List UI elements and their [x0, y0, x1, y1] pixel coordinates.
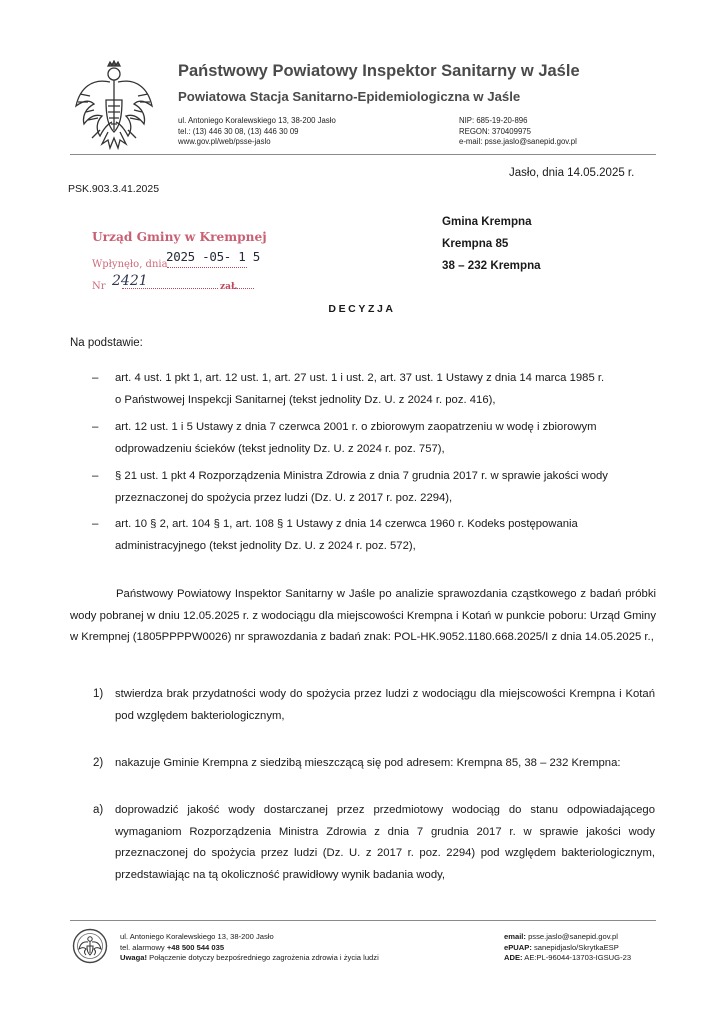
basis-item: art. 4 ust. 1 pkt 1, art. 12 ust. 1, art. 27 ust. 1 i ust. 2, art. 37 ust. 1 Ustawy z dnia 14 marca 1985 r. o Państwowej Inspekcji Sanitarnej (tekst jednolity Dz. U. z 2024 r. poz. 416),	[115, 372, 605, 406]
footer-epuap: ePUAP: sanepidjaslo/SkrytkaESP	[504, 942, 619, 952]
footer-email[interactable]: email: psse.jaslo@sanepid.gov.pl	[504, 932, 618, 941]
emblem-seal-icon	[72, 928, 108, 964]
received-stamp	[92, 230, 267, 294]
alarm-number[interactable]: +48 500 544 035	[166, 942, 225, 952]
contact-left	[178, 116, 336, 148]
contact-nip: NIP: 685-19-20-896	[459, 116, 528, 125]
stamp-attach-label: zał.	[220, 282, 238, 292]
stamp-dotted-line	[234, 288, 254, 289]
stamp-dotted-line	[167, 267, 247, 268]
contact-email[interactable]: e-mail: psse.jaslo@sanepid.gov.pl	[459, 137, 577, 147]
station-name: Powiatowa Stacja Sanitarno-Epidemiologiczna w Jaśle	[178, 89, 521, 104]
stamp-date: 2025 -05- 1 5	[166, 249, 260, 264]
recipient-name: Gmina Krempna	[442, 215, 532, 228]
footer-divider	[70, 920, 656, 921]
footer-warning: Uwaga! Połączenie dotyczy bezpośredniego zagrożenia zdrowia i życia ludzi	[120, 953, 379, 963]
footer-ade: ADE: AE:PL-96044-13703-IGSUG-23	[504, 953, 632, 963]
basis-bullet: –	[92, 470, 99, 482]
footer-right	[504, 932, 631, 964]
item-text: nakazuje Gminie Krempna z siedzibą mieszczącą się pod adresem: Krempna 85, 38 – 232 Krempna:	[115, 757, 621, 769]
item-text: stwierdza brak przydatności wody do spożycia przez ludzi z wodociągu dla miejscowości Krempna i Kotań pod względem bakteriologicznym,	[115, 688, 655, 722]
decision-title: DECYZJA	[328, 303, 396, 315]
basis-item: § 21 ust. 1 pkt 4 Rozporządzenia Ministra Zdrowia z dnia 7 grudnia 2017 r. w sprawie jakości wody przeznaczonej do spożycia przez ludzi (Dz. U. z 2017 r. poz. 2294),	[115, 470, 608, 504]
recipient-street: Krempna 85	[442, 237, 509, 250]
stamp-no-label: Nr	[92, 281, 106, 292]
basis-bullet: –	[92, 372, 99, 384]
item-text: doprowadzić jakość wody dostarczanej przez przedmiotowy wodociąg do stanu odpowiadającego wymaganiom Rozporządzenia Ministra Zdrowia z dnia 7 grudnia 2017 r. w sprawie jakości wody przeznaczonej do spożycia przez ludzi (Dz. U. z 2017 r. poz. 2294) pod względem bakteriologicznym, przedstawiając na tą okoliczność prawidłowy wynik badania wody,	[115, 804, 655, 881]
stamp-office: Urząd Gminy w Krempnej	[92, 230, 267, 244]
item-label: 1)	[93, 688, 104, 700]
header-divider	[70, 154, 656, 155]
place-date: Jasło, dnia 14.05.2025 r.	[509, 167, 635, 179]
analysis-paragraph: Państwowy Powiatowy Inspektor Sanitarny w Jaśle po analizie sprawozdania cząstkowego z badań próbki wody pobranej w dniu 12.05.2025 r. z wodociągu dla miejscowości Krempna i Kotań w punkcie poboru: Urząd Gminy w Krempnej (1805PPPPW0026) nr sprawozdania z badań znak: POL-HK.9052.1180.668.2025/I z dnia 14.05.2025 r.,	[70, 588, 656, 643]
item-label: a)	[93, 804, 104, 816]
contact-right	[459, 116, 577, 148]
item-label: 2)	[93, 757, 104, 769]
eagle-emblem-icon	[72, 60, 156, 152]
basis-bullet: –	[92, 518, 99, 530]
basis-intro: Na podstawie:	[70, 337, 143, 349]
case-signature: PSK.903.3.41.2025	[68, 183, 160, 195]
footer-alarm: tel. alarmowy +48 500 544 035	[120, 942, 225, 952]
contact-regon: REGON: 370409975	[459, 126, 531, 136]
basis-item: art. 10 § 2, art. 104 § 1, art. 108 § 1 Ustawy z dnia 14 czerwca 1960 r. Kodeks postępowania administracyjnego (tekst jednolity Dz. U. z 2024 r. poz. 572),	[115, 518, 578, 552]
basis-item: art. 12 ust. 1 i 5 Ustawy z dnia 7 czerwca 2001 r. o zbiorowym zaopatrzeniu w wodę i zbiorowym odprowadzeniu ścieków (tekst jednolity Dz. U. z 2024 r. poz. 757),	[115, 421, 597, 455]
contact-address: ul. Antoniego Koralewskiego 13, 38-200 Jasło	[178, 116, 336, 125]
stamp-received-label: Wpłynęło, dnia	[92, 259, 168, 270]
recipient-city: 38 – 232 Krempna	[442, 259, 541, 272]
stamp-number: 2421	[112, 273, 148, 289]
basis-bullet: –	[92, 421, 99, 433]
footer-left	[120, 932, 379, 964]
institution-name: Państwowy Powiatowy Inspektor Sanitarny w Jaśle	[178, 62, 580, 80]
contact-phone: tel.: (13) 446 30 08, (13) 446 30 09	[178, 126, 299, 136]
stamp-dotted-line	[122, 288, 218, 289]
footer-address: ul. Antoniego Koralewskiego 13, 38-200 Jasło	[120, 932, 274, 941]
contact-website[interactable]: www.gov.pl/web/psse-jaslo	[178, 137, 271, 147]
